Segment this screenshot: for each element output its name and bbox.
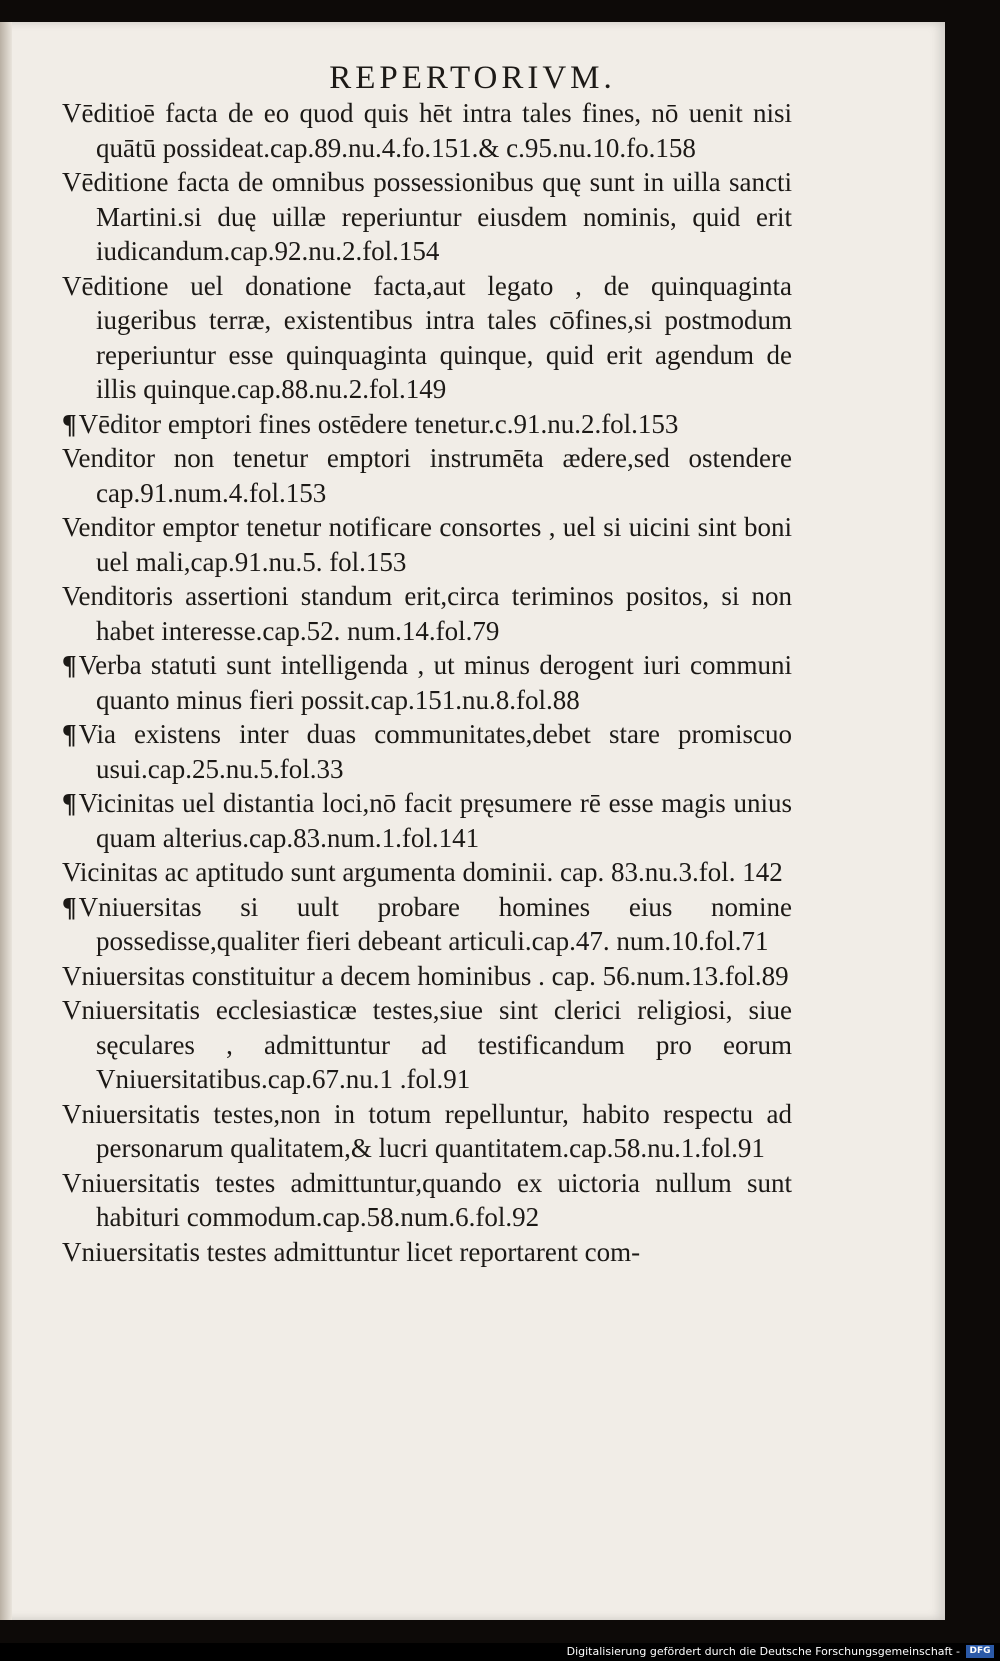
index-entry-text: Vicinitas uel distantia loci,nō facit pręsumere rē esse magis unius quam alterius.cap.83.num.1.fol.141 — [78, 788, 792, 853]
digitization-credit: Digitalisierung gefördert durch die Deutsche Forschungsgemeinschaft - — [566, 1645, 960, 1658]
index-entry-text: Vēditione uel donatione facta,aut legato , de quinquaginta iugeribus terræ, existentibus intra tales cōfines,si postmodum reperiuntur esse quinquaginta quinque, quid erit agendum de illis quinque.cap.88.nu.2.fol.149 — [62, 270, 792, 404]
index-entry-text: Venditor emptor tenetur notificare consortes , uel si uicini sint boni uel mali,cap.91.nu.5. fol.153 — [62, 512, 792, 577]
index-entry — [62, 269, 792, 407]
index-entry-text: Vniuersitatis testes admittuntur licet reportarent com- — [62, 1236, 641, 1267]
index-entry-text: Vniuersitatis ecclesiasticæ testes,siue sint clerici religiosi, siue sęculares , admittuntur ad testificandum pro eorum Vniuersitatibus.cap.67.nu.1 .fol.91 — [62, 995, 792, 1094]
index-entry — [62, 96, 792, 165]
index-entry — [62, 890, 792, 959]
index-entry — [62, 648, 792, 717]
pilcrow-icon: ¶ — [62, 891, 77, 922]
pilcrow-icon: ¶ — [62, 788, 77, 818]
index-entry — [62, 993, 792, 1097]
index-entry-text: Verba statuti sunt intelligenda , ut minus derogent iuri communi quanto minus fieri possit.cap.151.nu.8.fol.88 — [78, 650, 792, 715]
pilcrow-icon: ¶ — [62, 408, 77, 439]
index-entry-text: Vniuersitatis testes,non in totum repelluntur, habito respectu ad personarum qualitatem,& lucri quantitatem.cap.58.nu.1.fol.91 — [62, 1098, 792, 1163]
index-entry — [62, 717, 792, 786]
index-entry — [62, 165, 792, 269]
index-entry — [62, 407, 792, 442]
pilcrow-icon: ¶ — [62, 650, 77, 680]
pilcrow-icon: ¶ — [62, 719, 77, 749]
index-entry-text: Vēditione facta de omnibus possessionibus quę sunt in uilla sancti Martini.si duę uillæ reperiuntur eiusdem nominis, quid erit iudicandum.cap.92.nu.2.fol.154 — [62, 167, 792, 266]
index-entry — [62, 855, 792, 890]
index-entry-text: Vniuersitas si uult probare homines eius nomine possedisse,qualiter fieri debeant articuli.cap.47. num.10.fol.71 — [78, 891, 792, 956]
index-entry — [62, 579, 792, 648]
index-entry-text: Vicinitas ac aptitudo sunt argumenta dominii. cap. 83.nu.3.fol. 142 — [62, 857, 783, 887]
index-entry — [62, 441, 792, 510]
running-head: REPERTORIVM. — [329, 60, 616, 96]
index-entry — [62, 786, 792, 855]
index-entry — [62, 1235, 792, 1270]
index-entry-text: Vniuersitas constituitur a decem hominibus . cap. 56.num.13.fol.89 — [62, 960, 789, 991]
index-entry-text: Vēditor emptori fines ostēdere tenetur.c.91.nu.2.fol.153 — [78, 408, 679, 439]
dfg-logo: DFG — [966, 1645, 994, 1658]
index-entry — [62, 1166, 792, 1235]
index-entry — [62, 510, 792, 579]
index-entry — [62, 1097, 792, 1166]
page-binding-edge — [0, 22, 12, 1620]
index-entry — [62, 959, 792, 994]
index-entry-text: Vēditioē facta de eo quod quis hēt intra tales fines, nō uenit nisi quātū possideat.cap.89.nu.4.fo.151.& c.95.nu.10.fo.158 — [62, 98, 792, 163]
index-entry-text: Vniuersitatis testes admittuntur,quando ex uictoria nullum sunt habituri commodum.cap.58.num.6.fol.92 — [62, 1167, 792, 1232]
index-entry-text: Venditor non tenetur emptori instrumēta ædere,sed ostendere cap.91.num.4.fol.153 — [62, 443, 792, 508]
index-entries — [62, 96, 792, 1269]
index-entry-text: Via existens inter duas communitates,debet stare promiscuo usui.cap.25.nu.5.fol.33 — [78, 719, 792, 784]
index-entry-text: Venditoris assertioni standum erit,circa teriminos positos, si non habet interesse.cap.52. num.14.fol.79 — [62, 581, 792, 646]
